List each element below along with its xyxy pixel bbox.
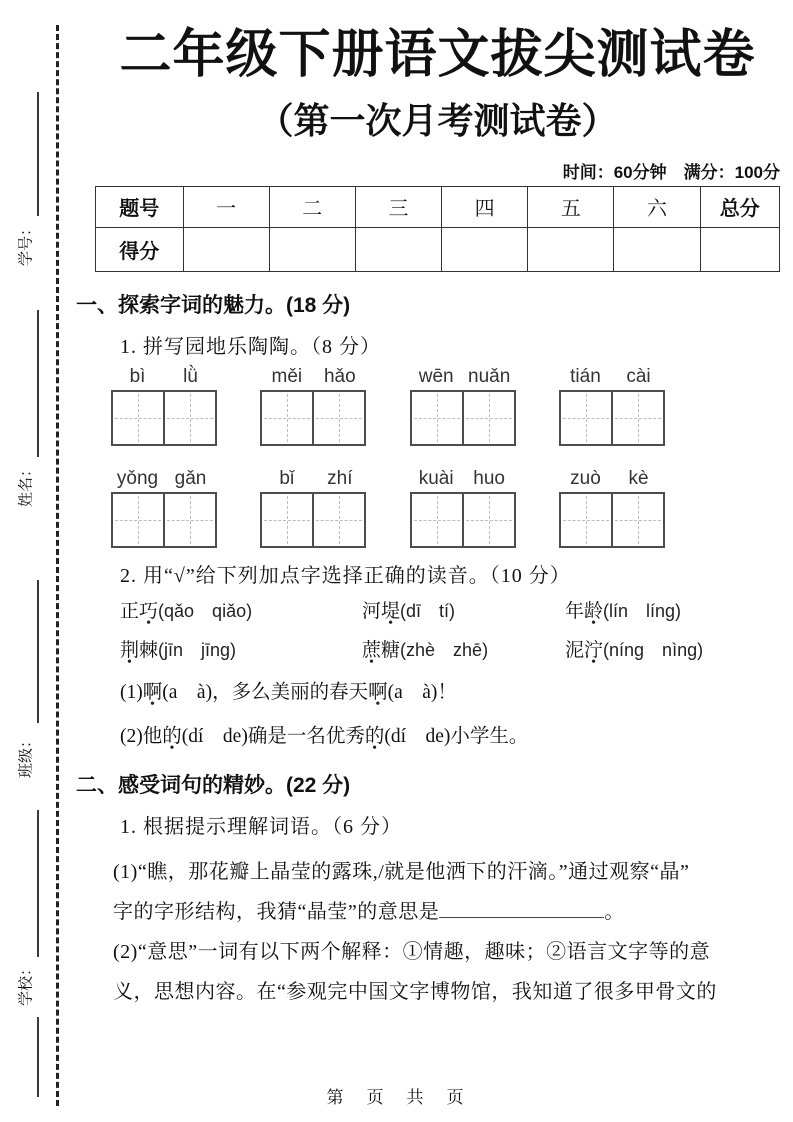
score-blank-cell[interactable] (614, 227, 700, 271)
dotted-char: 的 (162, 726, 182, 748)
hanzi: 河 (362, 601, 382, 623)
question-2-label: 2. 用“√”给下列加点字选择正确的读音。（10 分） (120, 565, 571, 588)
score-table-col: 四 (442, 186, 528, 227)
pinyin-syllable: bǐ (279, 468, 295, 490)
dotted-char: 巧 (139, 601, 159, 623)
score-table-col: 一 (183, 186, 269, 227)
section2-sub1-line2 (113, 892, 780, 932)
score-blank-cell[interactable] (528, 227, 614, 271)
pinyin-label (410, 468, 516, 490)
writing-cell[interactable] (561, 494, 611, 546)
pronunciation-item[interactable] (120, 598, 362, 625)
dotted-char: 啊 (142, 682, 163, 704)
pinyin-options: (lín líng) (603, 601, 682, 622)
question-1-label: 1. 拼写园地乐陶陶。（8 分） (120, 336, 381, 359)
writing-cell[interactable] (163, 392, 215, 444)
dotted-char: 啊 (368, 682, 388, 704)
pinyin-label (111, 366, 217, 388)
score-blank-cell[interactable] (700, 227, 779, 271)
word-group (260, 468, 366, 548)
hanzi: 棘 (139, 640, 159, 662)
section2-sub2-line2: 义，思想内容。在“参观完中国文字博物馆，我知道了很多甲骨文的 (113, 981, 717, 1004)
text-run: (dí de)确是一名优秀 (181, 726, 365, 748)
pinyin-writing-row (111, 366, 665, 446)
margin-field-name: 姓名： (17, 462, 35, 508)
pinyin-label (410, 366, 516, 388)
writing-box[interactable] (559, 390, 665, 446)
text-run: (a à)！ (387, 682, 457, 704)
pinyin-syllable: kè (628, 468, 649, 490)
pronunciation-item[interactable] (565, 598, 780, 625)
pinyin-syllable: lǜ (183, 366, 198, 388)
score-blank-cell[interactable] (183, 227, 269, 271)
pronunciation-item[interactable] (362, 637, 565, 664)
pinyin-syllable: cài (626, 366, 651, 388)
pinyin-syllable: wēn (418, 366, 454, 388)
pinyin-syllable: gǎn (174, 468, 207, 490)
hanzi: 正 (120, 601, 140, 623)
score-table-col: 六 (614, 186, 700, 227)
score-table (95, 186, 780, 272)
exam-paper (76, 0, 780, 1012)
pronunciation-choice-grid (120, 598, 780, 664)
pinyin-syllable: huo (473, 468, 505, 490)
score-blank-cell[interactable] (269, 227, 355, 271)
text-run: (dí de)小学生。 (384, 726, 529, 748)
section2-sub2-line1: (2)“意思”一词有以下两个解释：①情趣，趣味；②语言文字等的意 (113, 941, 711, 964)
writing-cell[interactable] (462, 494, 514, 546)
pronunciation-item[interactable] (120, 637, 362, 664)
writing-cell[interactable] (262, 494, 312, 546)
writing-cell[interactable] (262, 392, 312, 444)
word-group (559, 366, 665, 446)
writing-cell[interactable] (462, 392, 514, 444)
pronunciation-item[interactable] (362, 598, 565, 625)
page-subtitle: （第一次月考测试卷） (257, 100, 618, 142)
score-blank-cell[interactable] (355, 227, 441, 271)
pinyin-label (559, 366, 665, 388)
margin-write-line (37, 310, 39, 457)
writing-cell[interactable] (561, 392, 611, 444)
pinyin-syllable: zhí (327, 468, 353, 490)
page-title: 二年级下册语文拔尖测试卷 (119, 26, 756, 84)
pinyin-syllable: zuò (570, 468, 601, 490)
writing-box[interactable] (111, 390, 217, 446)
hanzi: 泥 (565, 640, 585, 662)
section-two-title: 二、感受词句的精妙。(22 分) (76, 774, 351, 798)
score-table-col: 五 (528, 186, 614, 227)
pinyin-syllable: hǎo (323, 366, 356, 388)
score-table-row-label: 得分 (96, 227, 184, 271)
dotted-char: 蔗 (362, 640, 382, 662)
dotted-char: 龄 (584, 601, 604, 623)
score-table-col: 二 (269, 186, 355, 227)
sub-question-2[interactable] (120, 722, 780, 752)
text-run: (2)他 (120, 726, 163, 748)
pinyin-label (111, 468, 217, 490)
pinyin-syllable: kuài (418, 468, 454, 490)
writing-cell[interactable] (113, 392, 163, 444)
score-blank-cell[interactable] (442, 227, 528, 271)
writing-cell[interactable] (163, 494, 215, 546)
margin-write-line (37, 580, 39, 723)
pinyin-options: (dī tí) (400, 601, 456, 622)
margin-write-line (37, 810, 39, 957)
writing-cell[interactable] (312, 392, 364, 444)
pinyin-options: (níng nìng) (603, 640, 704, 661)
word-group (559, 468, 665, 548)
sub-question-1[interactable] (120, 678, 780, 708)
score-table-header-label: 题号 (96, 186, 184, 227)
margin-field-student-number: 学号： (17, 221, 35, 267)
dotted-char: 荆 (120, 640, 140, 662)
dotted-char: 堤 (381, 601, 401, 623)
hanzi: 年 (565, 601, 585, 623)
exam-time-score-info: 时间：60分钟 满分：100分 (562, 162, 780, 182)
pinyin-syllable: yǒng (116, 468, 159, 490)
word-group (410, 468, 516, 548)
section2-sub1-line1: (1)“瞧，那花瓣上晶莹的露珠,/就是他洒下的汗滴。”通过观察“晶” (113, 861, 690, 884)
writing-cell[interactable] (611, 494, 663, 546)
dotted-char: 的 (364, 726, 385, 748)
pinyin-label (559, 468, 665, 490)
margin-field-class: 班级： (17, 733, 35, 779)
footer-page-info: 第 页 共 页 (326, 1088, 467, 1107)
word-group (260, 366, 366, 446)
pinyin-label (260, 366, 366, 388)
writing-box[interactable] (559, 492, 665, 548)
text-run: 字的字形结构，我猜“晶莹”的意思是 (113, 901, 440, 924)
hanzi: 糖 (381, 640, 401, 662)
pinyin-options: (jīn jīng) (158, 640, 237, 661)
score-table-col-total: 总分 (700, 186, 779, 227)
word-group (410, 366, 516, 446)
section-one-title: 一、探索字词的魅力。(18 分) (76, 293, 351, 317)
writing-cell[interactable] (312, 494, 364, 546)
pinyin-writing-row (111, 468, 665, 548)
pinyin-syllable: bì (129, 366, 146, 388)
pinyin-syllable: měi (271, 366, 303, 388)
writing-box[interactable] (410, 390, 516, 446)
pinyin-label (260, 468, 366, 490)
binding-dashed-line (56, 25, 59, 1106)
writing-box[interactable] (260, 492, 366, 548)
writing-cell[interactable] (113, 494, 163, 546)
pinyin-options: (zhè zhē) (400, 640, 489, 661)
word-group (111, 366, 217, 446)
writing-cell[interactable] (611, 392, 663, 444)
pinyin-options: (qǎo qiǎo) (158, 601, 253, 622)
dotted-char: 泞 (584, 640, 604, 662)
writing-box[interactable] (260, 390, 366, 446)
section2-question-1-label: 1. 根据提示理解词语。（6 分） (120, 816, 402, 839)
text-run: (a à)，多么美丽的春天 (162, 682, 369, 704)
writing-box[interactable] (410, 492, 516, 548)
score-table-col: 三 (355, 186, 441, 227)
text-run: (1) (120, 682, 143, 704)
text-run: 。 (604, 901, 625, 924)
writing-box[interactable] (111, 492, 217, 548)
margin-write-line (37, 92, 39, 216)
pinyin-syllable: nuǎn (468, 366, 511, 388)
writing-cell[interactable] (412, 494, 462, 546)
writing-cell[interactable] (412, 392, 462, 444)
margin-field-school: 学校： (17, 961, 35, 1007)
word-group (111, 468, 217, 548)
pronunciation-item[interactable] (565, 637, 780, 664)
answer-blank[interactable] (439, 897, 604, 918)
pinyin-syllable: tián (570, 366, 601, 388)
